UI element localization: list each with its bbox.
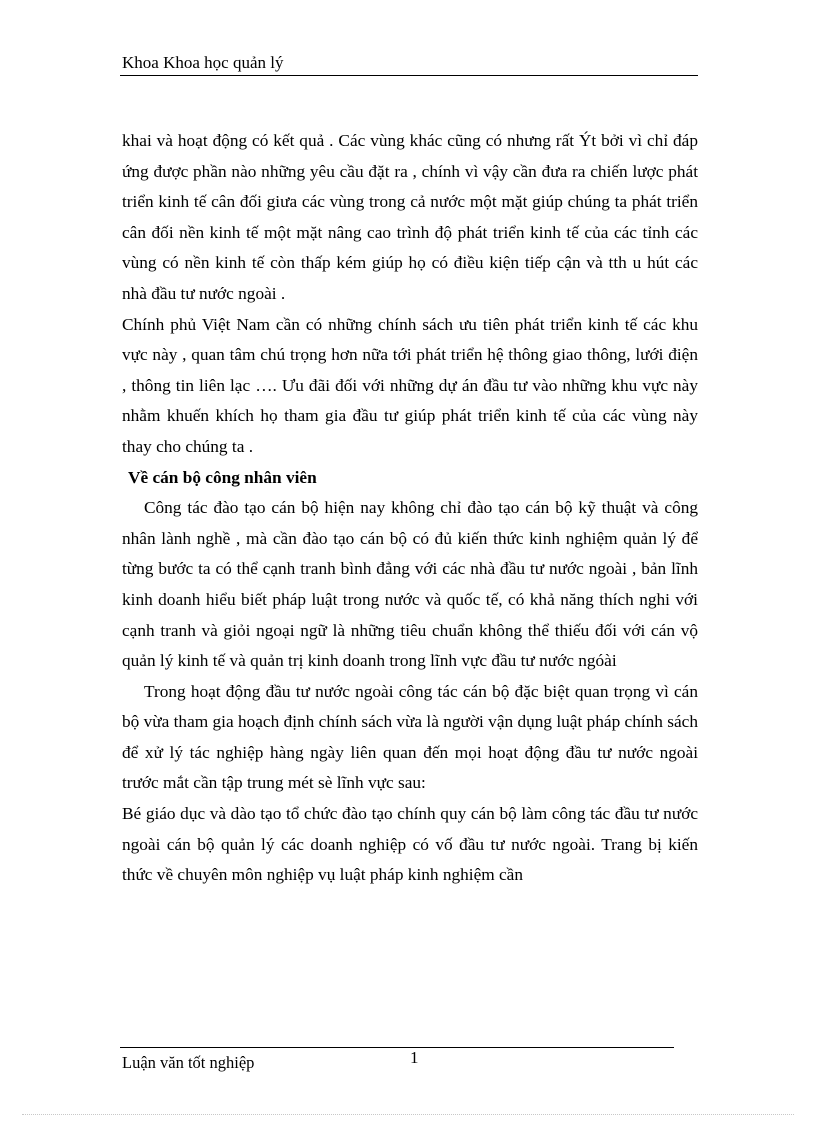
- footer-rule: [120, 1047, 674, 1048]
- page-header-title: Khoa Khoa học quản lý: [122, 53, 284, 72]
- footer-label: Luận văn tốt nghiệp: [122, 1053, 255, 1072]
- section-heading: Về cán bộ công nhân viên: [128, 467, 317, 487]
- paragraph-5: Bé giáo dục và dào tạo tổ chức đào tạo chính quy cán bộ làm công tác đầu tư nước ngoài cán bộ quản lý các doanh nghiệp có vố đầu tư nước ngoài. Trang bị kiến thức về chuyên môn nghiệp vụ luật pháp kinh nghiệm cần: [122, 804, 698, 885]
- paragraph-3: Công tác đào tạo cán bộ hiện nay không chỉ đào tạo cán bộ kỹ thuật và công nhân lành nghề , mà cần đào tạo cán bộ có đủ kiến thức kinh nghiệm quản lý để từng bước ta có thể cạnh tranh bình đẳng với các nhà đầu tư nước ngoài , bản lĩnh kinh doanh hiểu biết pháp luật trong nước và quốc tế, có khả năng thích nghi với cạnh tranh và giỏi ngoại ngữ là những tiêu chuẩn không thể thiếu đối với cán vộ quản lý kinh tế và quản trị kinh doanh trong lĩnh vực đầu tư nước ngóài: [122, 498, 698, 671]
- header-rule: [120, 75, 698, 76]
- page-bottom-divider: [22, 1114, 794, 1115]
- document-body: [122, 126, 698, 891]
- paragraph-4: Trong hoạt động đầu tư nước ngoài công tác cán bộ đặc biệt quan trọng vì cán bộ vừa tham gia hoạch định chính sách vừa là người vận dụng luật pháp chính sách để xử lý tác nghiệp hàng ngày liên quan đến mọi hoạt động đầu tư nước ngoài trước mắt cần tập trung mét sè lĩnh vực sau:: [122, 681, 698, 793]
- paragraph-1: khai và hoạt động có kết quả . Các vùng khác cũng có nhưng rất Ýt bởi vì chỉ đáp ứng được phần nào những yêu cầu đặt ra , chính vì vậy cần đưa ra chiến lược phát triển kinh tế cân đối giưa các vùng trong cả nước một mặt giúp chúng ta phát triển cân đối nền kinh tế một mặt nâng cao trình độ phát triển kinh tế của các tỉnh các vùng có nền kinh tế còn thấp kém giúp họ có điều kiện tiếp cận và tth u hút các nhà đầu tư nước ngoài .: [122, 131, 698, 303]
- page-number: 1: [410, 1048, 419, 1067]
- paragraph-2: Chính phủ Việt Nam cần có những chính sách ưu tiên phát triển kinh tế các khu vực này , quan tâm chú trọng hơn nữa tới phát triển hệ thông giao thông, lưới điện , thông tin liên lạc …. Ưu đãi đối với những dự án đầu tư vào những khu vực này nhằm khuến khích họ tham gia đầu tư giúp phát triển kinh tế của các vùng này thay cho chúng ta .: [122, 314, 698, 456]
